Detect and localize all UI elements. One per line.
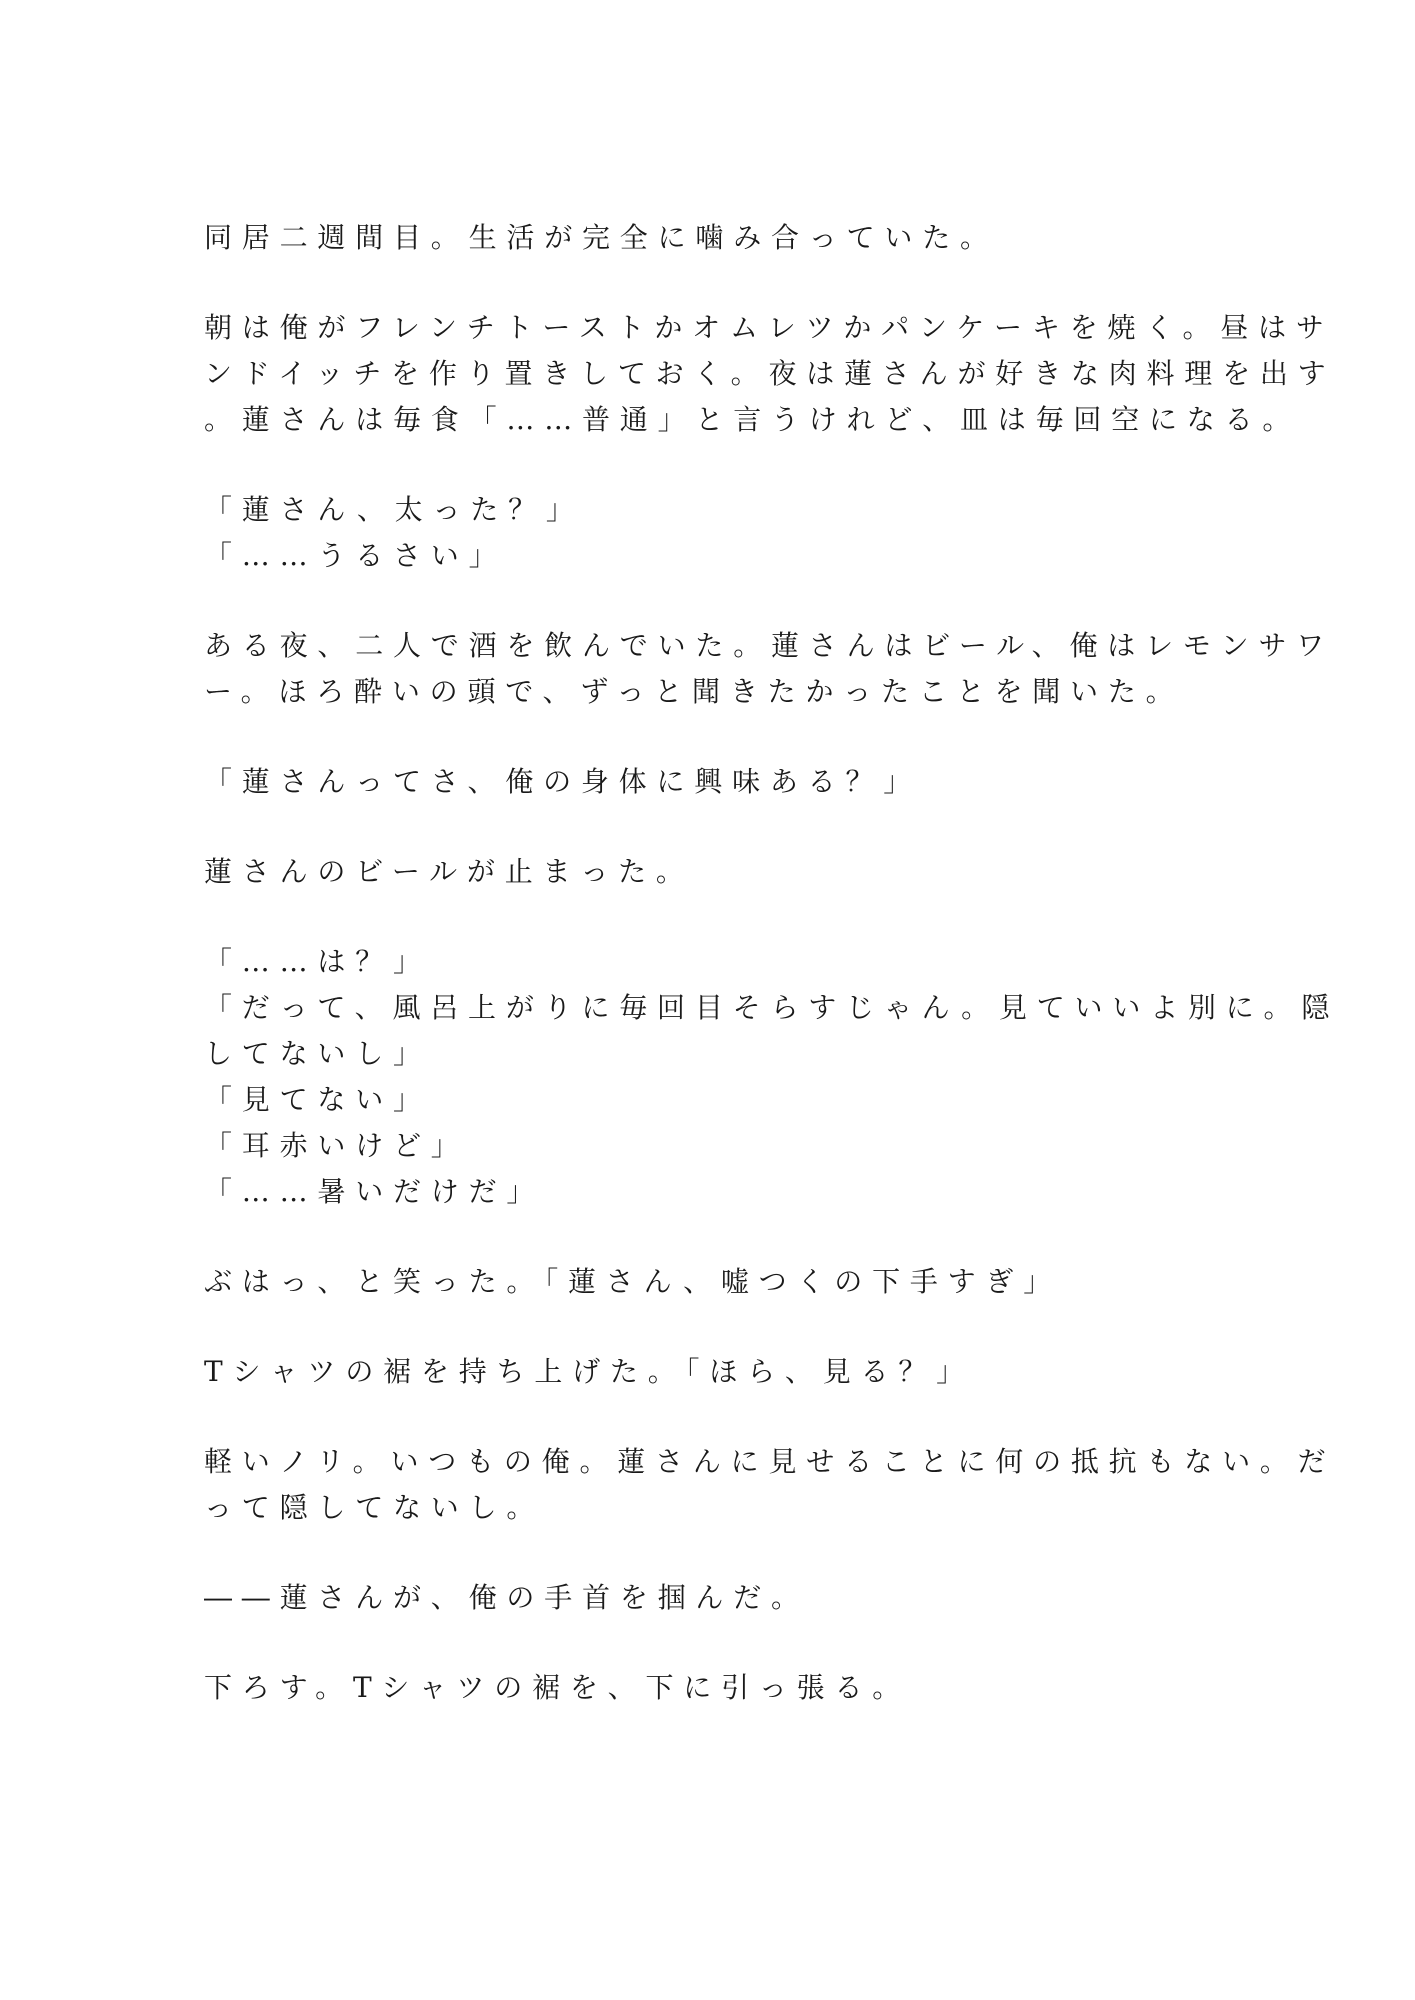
text-line: ぶはっ、と笑った。「蓮さん、嘘つくの下手すぎ」 [204,1265,1062,1298]
text-line: 蓮さんのビールが止まった。 [204,855,694,888]
text-line: って隠してないし。 [204,1491,545,1524]
text-line: 朝は俺がフレンチトーストかオムレツかパンケーキを焼く。昼はサ [204,311,1334,344]
text-line: 「……うるさい」 [204,539,507,572]
text-line: 「蓮さんってさ、俺の身体に興味ある？」 [204,765,922,798]
text-line: ー。ほろ酔いの頭で、ずっと聞きたかったことを聞いた。 [204,675,1184,708]
text-line: 軽いノリ。いつもの俺。蓮さんに見せることに何の抵抗もない。だ [204,1445,1336,1478]
text-line: Tシャツの裾を持ち上げた。「ほら、見る？」 [204,1355,974,1388]
text-line: 「……暑いだけだ」 [204,1175,545,1208]
text-line: 「見てない」 [204,1083,431,1116]
text-line: 「だって、風呂上がりに毎回目そらすじゃん。見ていいよ別に。隠 [204,991,1340,1024]
text-line: してないし」 [204,1037,431,1070]
text-line: 下ろす。Tシャツの裾を、下に引っ張る。 [204,1671,911,1704]
text-line: ある夜、二人で酒を飲んでいた。蓮さんはビール、俺はレモンサワ [204,629,1335,662]
text-line: 「……は？」 [204,945,431,978]
text-line: 「耳赤いけど」 [204,1129,469,1162]
text-line: ――蓮さんが、俺の手首を掴んだ。 [204,1581,809,1614]
text-line: 「蓮さん、太った？」 [204,493,584,526]
text-line: ンドイッチを作り置きしておく。夜は蓮さんが好きな肉料理を出す [204,357,1336,390]
text-line: 。蓮さんは毎食「……普通」と言うけれど、皿は毎回空になる。 [204,403,1301,436]
text-line: 同居二週間目。生活が完全に噛み合っていた。 [204,221,998,254]
